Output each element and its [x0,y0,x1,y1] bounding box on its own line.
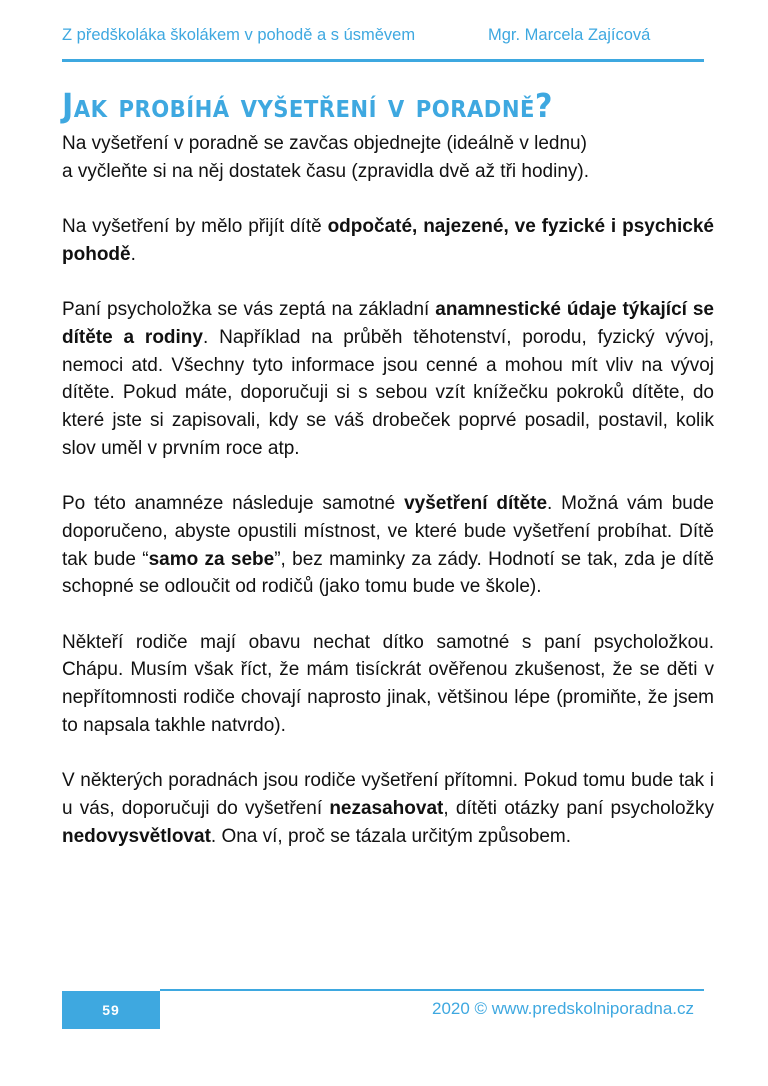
text: . Například na průběh těhotenství, porodu, fyzický vývoj, nemoci atd. Všechny tyto informace jsou cenné a mohou mít vliv na vývoj dítěte. Pokud máte, doporučuji si s sebou vzít knížečku pokroků dítěte, do které jste si zapisovali, kdy se váš drobeček poprvé posadil, postavil, kolik slov uměl v prvním roce atp. [62,326,714,459]
text: Někteří rodiče mají obavu nechat dítko samotné s paní psycholožkou. Chápu. Musím však říct, že mám tisíckrát ověřenou zkušenost, že se děti v nepřítomnosti rodiče chovají naprosto jinak, většinou lépe (promiňte, že jsem to napsala takhle natvrdo). [62,631,714,736]
paragraph-examination [62,490,714,601]
text: , dítěti otázky paní psycholožky [443,797,715,819]
bold-text: vyšetření dítěte [404,493,548,515]
paragraph-anamnesis [62,296,714,462]
text: . [130,243,136,265]
bold-text: nezasahovat [329,797,444,819]
text: Na vyšetření v poradně se zavčas objednejte (ideálně v lednu) [62,133,587,154]
body-text [62,130,714,878]
bold-text: samo za sebe [148,548,275,570]
page-title: Jak probíhá vyšetření v poradně? [62,86,553,126]
footer-copyright: 2020 © www.predskolniporadna.cz [431,999,694,1018]
text: Po této anamnéze následuje samotné [62,493,405,515]
book-title: Z předškoláka školákem v pohodě a s úsměvem [62,26,416,44]
author-name: Mgr. Marcela Zajícová [488,26,651,44]
bold-text: anamnestické údaje týkající se dítěte a rodiny [62,299,714,348]
text: Na vyšetření by mělo přijít dítě [62,216,328,238]
paragraph-parents-present [62,767,714,850]
text: V některých poradnách jsou rodiče vyšetření přítomni. Pokud tomu bude tak i u vás, doporučuji do vyšetření [62,770,714,819]
paragraph-parents-worry [62,629,714,740]
text: . Ona ví, proč se tázala určitým způsobem. [210,825,571,847]
text: a vyčleňte si na něj dostatek času (zpravidla dvě až tři hodiny). [62,160,589,182]
text: Paní psycholožka se vás zeptá na základní [62,299,436,321]
page-number: 59 [62,991,160,1029]
bold-text: nedovysvětlovat [62,825,211,847]
bold-text: odpočaté, najezené, ve fyzické i psychické pohodě [62,216,714,265]
header-divider [62,59,704,62]
text: ”, bez maminky za zády. Hodnotí se tak, zda je dítě schopné se odloučit od rodičů (jako tomu bude ve škole). [62,548,714,598]
paragraph-booking [62,130,714,185]
paragraph-condition [62,213,714,268]
footer-divider [160,989,704,991]
text: . Možná vám bude doporučeno, abyste opustili místnost, ve které bude vyšetření probíhat. Dítě tak bude “ [62,493,714,570]
